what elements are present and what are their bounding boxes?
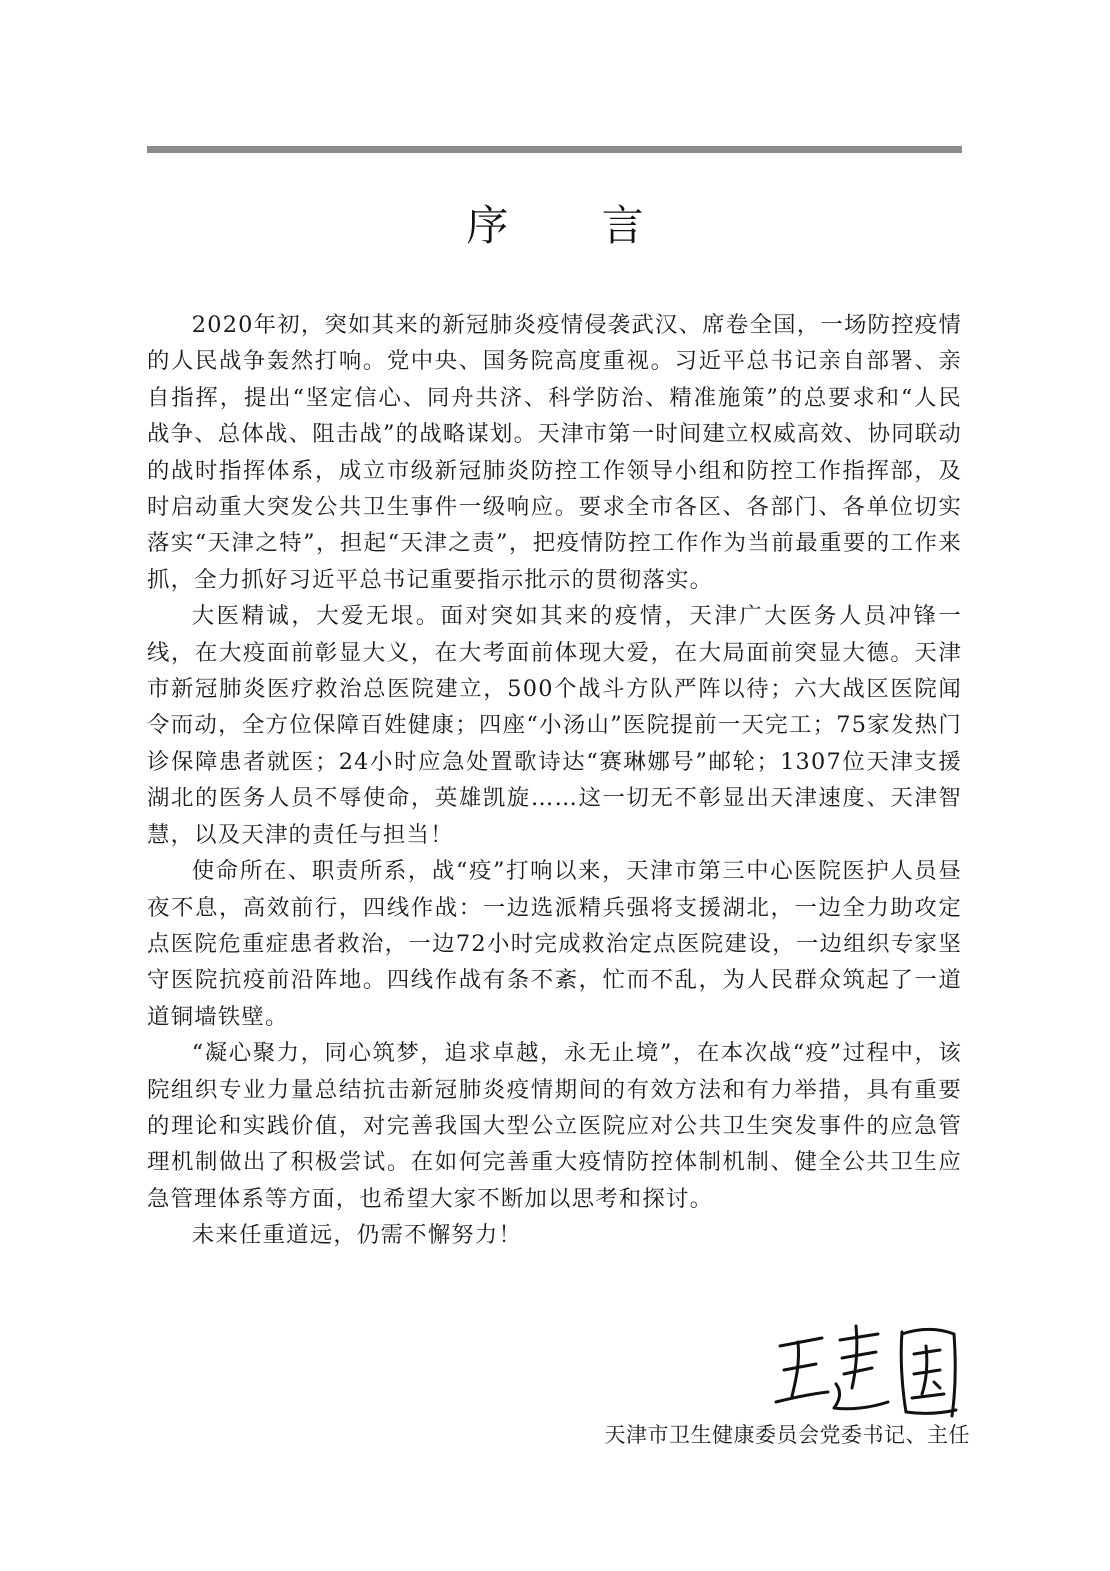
handwritten-signature <box>770 1318 970 1424</box>
signature-title: 天津市卫生健康委员会党委书记、主任 <box>604 1423 970 1447</box>
paragraph-4: “凝心聚力，同心筑梦，追求卓越，永无止境”，在本次战“疫”过程中，该院组织专业力量总结抗击新冠肺炎疫情期间的有效方法和有力举措，具有重要的理论和实践价值，对完善我国大型公立医院应对公共卫生突发事件的应急管理机制做出了积极尝试。在如何完善重大疫情防控体制机制、健全公共卫生应急管理体系等方面，也希望大家不断加以思考和探讨。 <box>147 1040 962 1212</box>
top-rule <box>147 146 962 153</box>
paragraph-5: 未来任重道远，仍需不懈努力！ <box>191 1222 523 1249</box>
paragraph-3: 使命所在、职责所系，战“疫”打响以来，天津市第三中心医院医护人员昼夜不息，高效前行，四线作战：一边选派精兵强将支援湖北，一边全力助攻定点医院危重症患者救治，一边72小时完成救治定点医院建设，一边组织专家坚守医院抗疫前沿阵地。四线作战有条不紊，忙而不乱，为人民群众筑起了一道道铜墙铁壁。 <box>147 858 962 1030</box>
preface-body <box>147 307 962 1254</box>
paragraph-1: 2020年初，突如其来的新冠肺炎疫情侵袭武汉、席卷全国，一场防控疫情的人民战争轰然打响。党中央、国务院高度重视。习近平总书记亲自部署、亲自指挥，提出“坚定信心、同舟共济、科学防治、精准施策”的总要求和“人民战争、总体战、阻击战”的战略谋划。天津市第一时间建立权威高效、协同联动的战时指挥体系，成立市级新冠肺炎防控工作领导小组和防控工作指挥部，及时启动重大突发公共卫生事件一级响应。要求全市各区、各部门、各单位切实落实“天津之特”，担起“天津之责”，把疫情防控工作作为当前最重要的工作来抓，全力抓好习近平总书记重要指示批示的贯彻落实。 <box>147 312 962 593</box>
paragraph-2: 大医精诚，大爱无垠。面对突如其来的疫情，天津广大医务人员冲锋一线，在大疫面前彰显大义，在大考面前体现大爱，在大局面前突显大德。天津市新冠肺炎医疗救治总医院建立，500个战斗方队严阵以待；六大战区医院闻令而动，全方位保障百姓健康；四座“小汤山”医院提前一天完工；75家发热门诊保障患者就医；24小时应急处置歌诗达“赛琳娜号”邮轮；1307位天津支援湖北的医务人员不辱使命，英雄凯旋……这一切无不彰显出天津速度、天津智慧，以及天津的责任与担当！ <box>147 603 962 848</box>
page-title: 序 言 <box>466 201 684 250</box>
